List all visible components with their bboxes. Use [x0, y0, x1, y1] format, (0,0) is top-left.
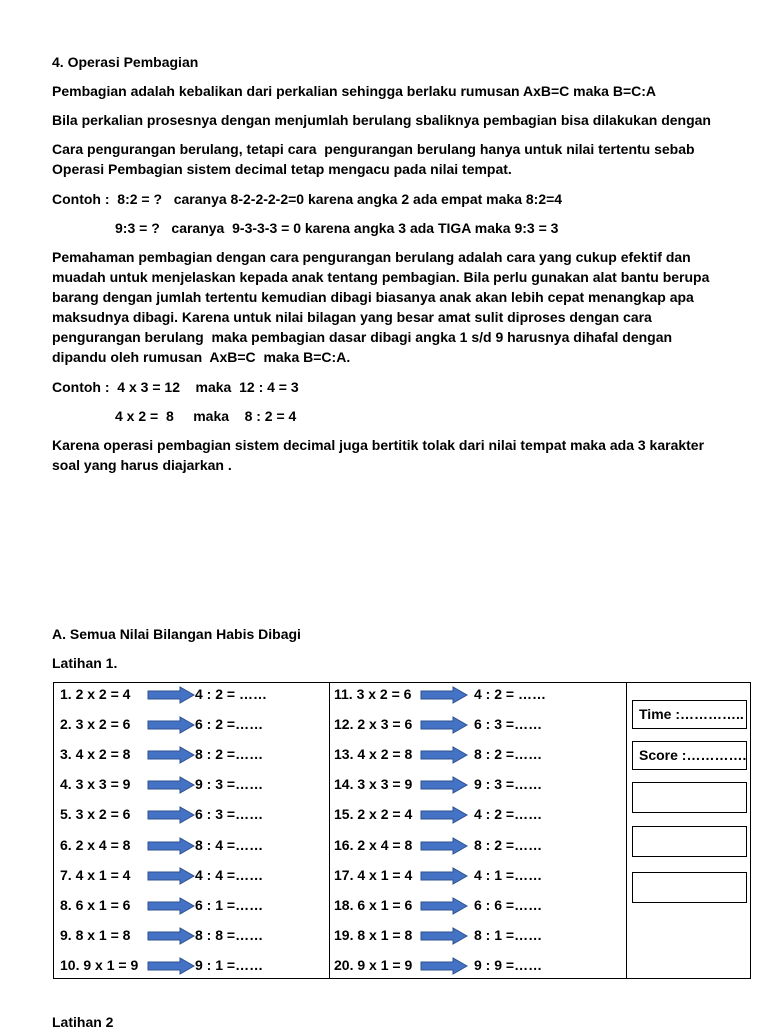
paragraph-line: Pemahaman pembagian dengan cara pengurangan berulang adalah cara yang cukup efektif dan — [52, 249, 691, 265]
exercise1-table — [53, 682, 751, 979]
multiplication-fact: 18. 6 x 1 = 6 — [334, 896, 413, 913]
multiplication-fact: 13. 4 x 2 = 8 — [334, 746, 413, 763]
division-answer-blank[interactable]: 8 : 1 =…… — [474, 926, 543, 943]
arrow-right-icon — [147, 927, 195, 945]
multiplication-fact: 3. 4 x 2 = 8 — [60, 746, 131, 763]
division-answer-blank[interactable]: 9 : 3 =…… — [474, 776, 543, 793]
multiplication-fact: 19. 8 x 1 = 8 — [334, 926, 413, 943]
arrow-right-icon — [420, 957, 468, 975]
paragraph-line: Bila perkalian prosesnya dengan menjumlah berulang sbaliknya pembagian bisa dilakukan dengan — [52, 112, 711, 128]
multiplication-fact: 8. 6 x 1 = 6 — [60, 896, 131, 913]
paragraph-line: Pembagian adalah kebalikan dari perkalian sehingga berlaku rumusan AxB=C maka B=C:A — [52, 83, 657, 99]
multiplication-fact: 15. 2 x 2 = 4 — [334, 806, 413, 823]
multiplication-fact: 12. 2 x 3 = 6 — [334, 716, 413, 733]
arrow-right-icon — [420, 927, 468, 945]
column-divider — [329, 683, 330, 978]
multiplication-fact: 14. 3 x 3 = 9 — [334, 776, 413, 793]
division-answer-blank[interactable]: 8 : 2 =…… — [474, 836, 543, 853]
multiplication-fact: 11. 3 x 2 = 6 — [334, 686, 412, 702]
division-answer-blank[interactable]: 8 : 2 =…… — [474, 746, 543, 763]
time-field[interactable]: Time :………….. — [632, 700, 747, 729]
division-answer-blank[interactable]: 4 : 4 =…… — [195, 866, 264, 883]
division-answer-blank[interactable]: 4 : 2 = …… — [195, 686, 267, 702]
arrow-right-icon — [147, 776, 195, 794]
division-answer-blank[interactable]: 6 : 6 =…… — [474, 896, 543, 913]
paragraph-line: Cara pengurangan berulang, tetapi cara pengurangan berulang hanya untuk nilai tertentu sebab — [52, 141, 695, 157]
arrow-right-icon — [420, 897, 468, 915]
division-answer-blank[interactable]: 4 : 2 =…… — [474, 806, 543, 823]
paragraph-line: barang dengan jumlah tertentu kemudian dibagi biasanya anak akan lebih cepat menangkap apa — [52, 289, 694, 305]
column-divider — [626, 683, 627, 978]
multiplication-fact: 1. 2 x 2 = 4 — [60, 686, 131, 702]
example-line: 9:3 = ? caranya 9-3-3-3 = 0 karena angka 3 ada TIGA maka 9:3 = 3 — [115, 220, 559, 236]
division-answer-blank[interactable]: 9 : 9 =…… — [474, 956, 543, 973]
empty-answer-box[interactable] — [632, 782, 747, 813]
arrow-right-icon — [147, 716, 195, 734]
division-answer-blank[interactable]: 6 : 1 =…… — [195, 896, 264, 913]
arrow-right-icon — [420, 806, 468, 824]
arrow-right-icon — [420, 867, 468, 885]
empty-answer-box[interactable] — [632, 872, 747, 903]
multiplication-fact: 16. 2 x 4 = 8 — [334, 836, 413, 853]
arrow-right-icon — [420, 746, 468, 764]
arrow-right-icon — [420, 776, 468, 794]
arrow-right-icon — [147, 686, 195, 704]
paragraph-line: Operasi Pembagian sistem decimal tetap mengacu pada nilai tempat. — [52, 161, 512, 177]
arrow-right-icon — [420, 837, 468, 855]
arrow-right-icon — [147, 837, 195, 855]
heading: 4. Operasi Pembagian — [52, 54, 199, 70]
division-answer-blank[interactable]: 6 : 3 =…… — [474, 716, 543, 733]
arrow-right-icon — [147, 897, 195, 915]
division-answer-blank[interactable]: 9 : 3 =…… — [195, 776, 264, 793]
division-answer-blank[interactable]: 6 : 2 =…… — [195, 716, 264, 733]
multiplication-fact: 10. 9 x 1 = 9 — [60, 956, 139, 973]
division-answer-blank[interactable]: 4 : 1 =…… — [474, 866, 543, 883]
paragraph-line: pengurangan berulang maka pembagian dasar dibagi angka 1 s/d 9 harusnya dihafal dengan — [52, 329, 673, 345]
division-answer-blank[interactable]: 4 : 2 = …… — [474, 686, 546, 702]
arrow-right-icon — [147, 806, 195, 824]
division-answer-blank[interactable]: 9 : 1 =…… — [195, 956, 264, 973]
arrow-right-icon — [420, 686, 468, 704]
multiplication-fact: 2. 3 x 2 = 6 — [60, 716, 131, 733]
example-line: Contoh : 8:2 = ? caranya 8-2-2-2-2=0 karena angka 2 ada empat maka 8:2=4 — [52, 191, 563, 207]
score-field[interactable]: Score :…………. — [632, 741, 747, 770]
multiplication-fact: 4. 3 x 3 = 9 — [60, 776, 131, 793]
division-answer-blank[interactable]: 8 : 2 =…… — [195, 746, 264, 763]
division-answer-blank[interactable]: 8 : 4 =…… — [195, 836, 264, 853]
division-answer-blank[interactable]: 8 : 8 =…… — [195, 926, 264, 943]
division-answer-blank[interactable]: 6 : 3 =…… — [195, 806, 264, 823]
section-title: A. Semua Nilai Bilangan Habis Dibagi — [52, 626, 301, 642]
paragraph-line: Karena operasi pembagian sistem decimal juga bertitik tolak dari nilai tempat maka ada 3 karakter — [52, 437, 705, 453]
paragraph-line: dipandu oleh rumusan AxB=C maka B=C:A. — [52, 349, 351, 365]
arrow-right-icon — [420, 716, 468, 734]
example-line: Contoh : 4 x 3 = 12 maka 12 : 4 = 3 — [52, 379, 299, 395]
arrow-right-icon — [147, 746, 195, 764]
multiplication-fact: 9. 8 x 1 = 8 — [60, 926, 131, 943]
empty-answer-box[interactable] — [632, 826, 747, 857]
multiplication-fact: 6. 2 x 4 = 8 — [60, 836, 131, 853]
arrow-right-icon — [147, 867, 195, 885]
paragraph-line: soal yang harus diajarkan . — [52, 457, 232, 473]
multiplication-fact: 5. 3 x 2 = 6 — [60, 806, 131, 823]
example-line: 4 x 2 = 8 maka 8 : 2 = 4 — [115, 408, 297, 424]
paragraph-line: maksudnya dibagi. Karena untuk nilai bilagan yang besar amat sulit diproses dengan cara — [52, 309, 652, 325]
multiplication-fact: 7. 4 x 1 = 4 — [60, 866, 131, 883]
multiplication-fact: 20. 9 x 1 = 9 — [334, 956, 413, 973]
arrow-right-icon — [147, 957, 195, 975]
exercise1-label: Latihan 1. — [52, 655, 118, 671]
paragraph-line: muadah untuk menjelaskan kepada anak tentang pembagian. Bila perlu gunakan alat bantu berupa — [52, 269, 710, 285]
exercise2-label: Latihan 2 — [52, 1014, 114, 1030]
multiplication-fact: 17. 4 x 1 = 4 — [334, 866, 413, 883]
